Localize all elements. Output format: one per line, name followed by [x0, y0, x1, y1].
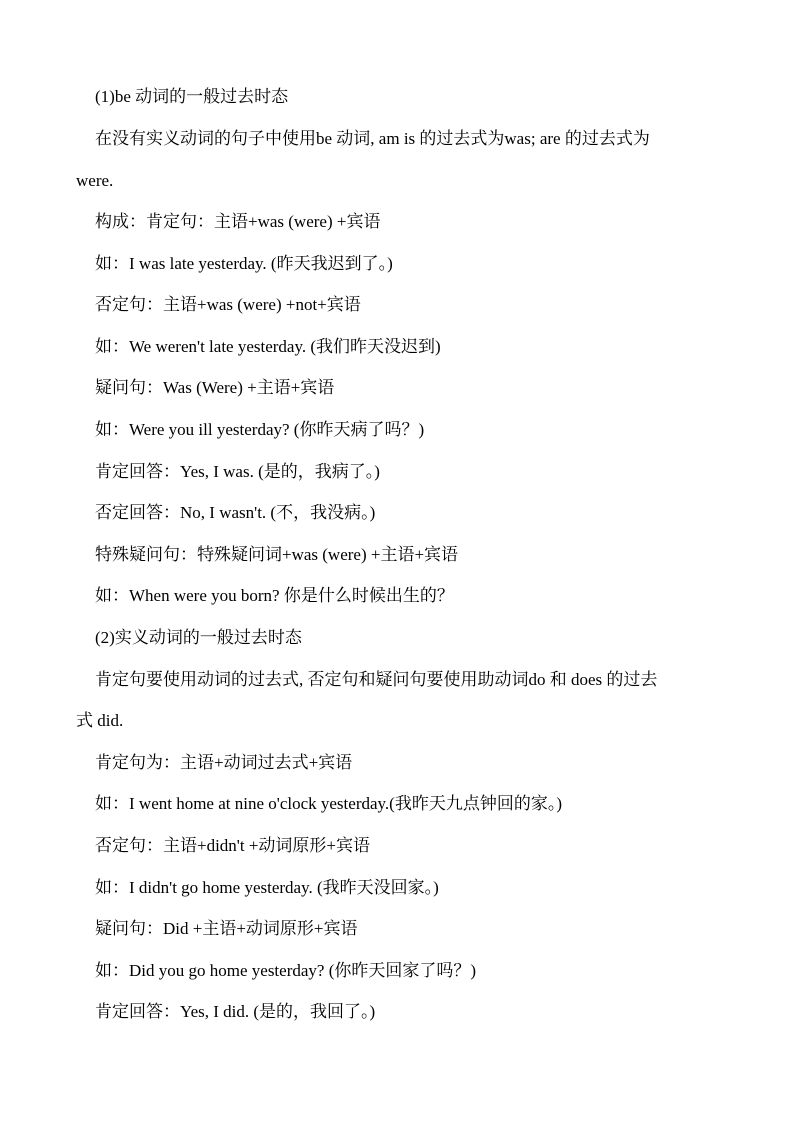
example-line: 如：Did you go home yesterday? (你昨天回家了吗？)	[95, 961, 477, 980]
answer-affirmative: 肯定回答：Yes, I did. (是的，我回了。)	[95, 1002, 376, 1021]
answer-negative: 否定回答：No, I wasn't. (不，我没病。)	[95, 503, 376, 522]
structure-negative: 否定句：主语+was (were) +not+宾语	[95, 295, 361, 314]
structure-question: 疑问句：Did +主语+动词原形+宾语	[95, 919, 358, 938]
paragraph-line-continued: were.	[76, 171, 114, 190]
example-line: 如：When were you born? 你是什么时候出生的？	[95, 586, 454, 605]
section-heading-be-verb: (1)be 动词的一般过去时态	[95, 87, 289, 106]
paragraph-line: 肯定句要使用动词的过去式, 否定句和疑问句要使用助动词do 和 does 的过去	[95, 670, 658, 689]
example-line: 如：I was late yesterday. (昨天我迟到了。)	[95, 254, 393, 273]
section-heading-action-verb: (2)实义动词的一般过去时态	[95, 628, 302, 647]
example-line: 如：I didn't go home yesterday. (我昨天没回家。)	[95, 878, 439, 897]
paragraph-line-continued: 式 did.	[76, 711, 124, 730]
structure-negative: 否定句：主语+didn't +动词原形+宾语	[95, 836, 371, 855]
example-line: 如：I went home at nine o'clock yesterday.(我昨天九点钟回的家。)	[95, 794, 562, 813]
structure-special-question: 特殊疑问句：特殊疑问词+was (were) +主语+宾语	[95, 545, 459, 564]
paragraph-line: 在没有实义动词的句子中使用be 动词, am is 的过去式为was; are 的过去式为	[95, 129, 650, 148]
example-line: 如：We weren't late yesterday. (我们昨天没迟到)	[95, 337, 441, 356]
structure-affirmative: 构成：肯定句：主语+was (were) +宾语	[95, 212, 381, 231]
example-line: 如：Were you ill yesterday? (你昨天病了吗？)	[95, 420, 425, 439]
structure-affirmative: 肯定句为：主语+动词过去式+宾语	[95, 753, 353, 772]
structure-question: 疑问句：Was (Were) +主语+宾语	[95, 378, 335, 397]
answer-affirmative: 肯定回答：Yes, I was. (是的，我病了。)	[95, 462, 380, 481]
